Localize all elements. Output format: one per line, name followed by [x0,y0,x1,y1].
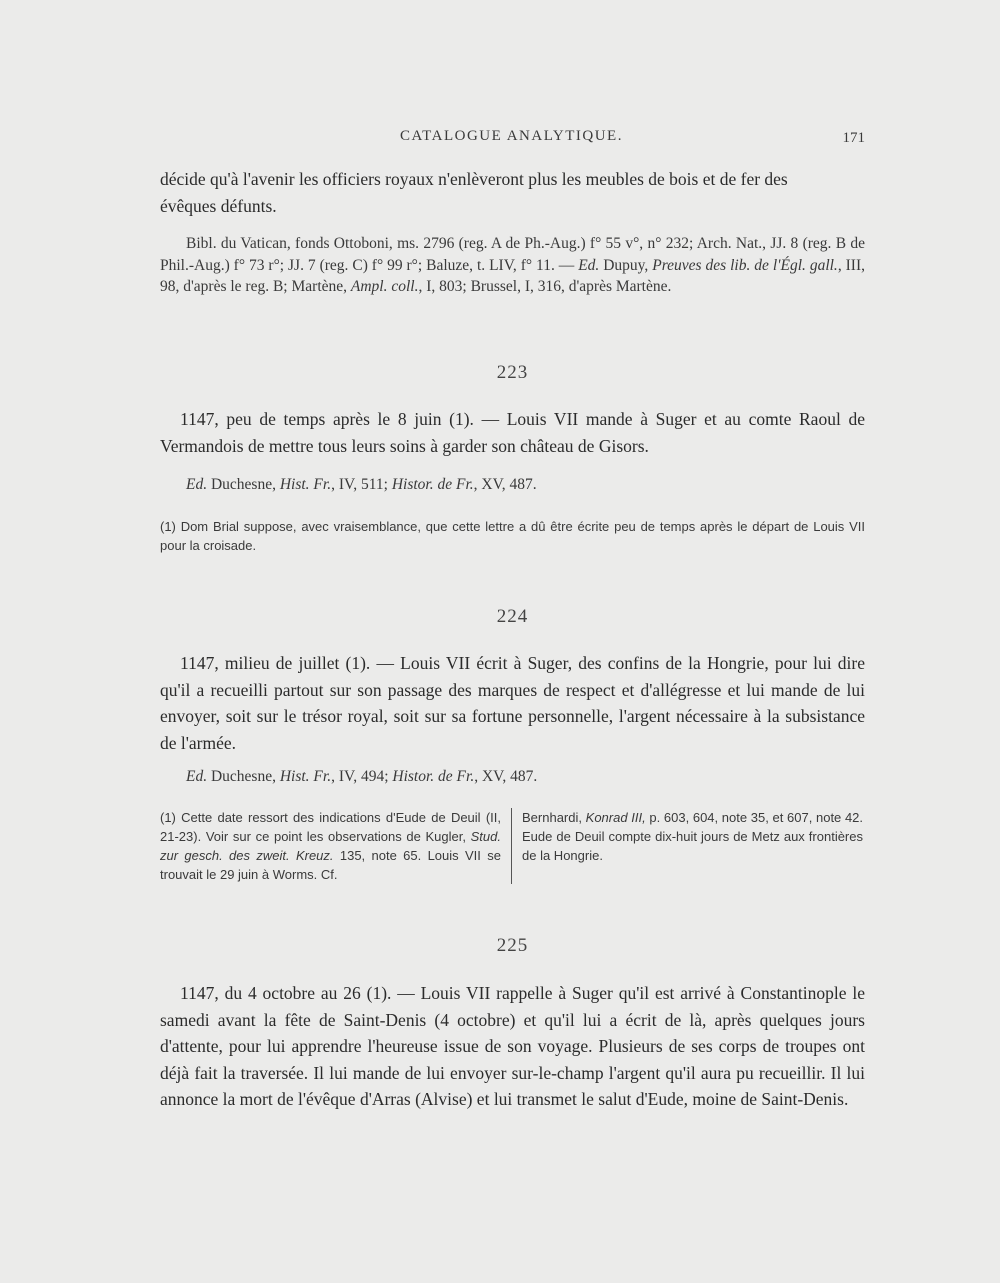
intro-continuation [160,166,865,219]
entry-223-edition [160,474,865,496]
entry-224-text [160,650,865,756]
running-title: CATALOGUE ANALYTIQUE. [400,128,623,144]
intro-line-2: évêques défunts. [160,195,277,216]
page-header [160,128,865,152]
entry-225-number-wrap [160,935,865,965]
entry-summary: 1147, milieu de juillet (1). — Louis VII écrit à Suger, des confins de la Hongrie, pour lui dire qu'il a recueilli partout sur son passage des marques de respect et d'allégresse et lui mande de lui envoyer, soit sur le trésor royal, soit sur sa fortune personnelle, l'argent nécessaire à la subsistance de l'armée. [160,653,865,753]
entry-number: 225 [496,935,529,956]
entry-number: 224 [496,606,529,627]
entry-224-footnote-columns [160,808,865,884]
entry-224-edition [160,766,865,788]
entry-summary: 1147, du 4 octobre au 26 (1). — Louis VII rappelle à Suger qu'il est arrivé à Constantinople le samedi avant la fête de Saint-Denis (4 octobre) et qu'il lui a écrit de là, après quelques jours d'attente, pour lui apprendre l'heureuse issue de son voyage. Plusieurs de ses corps de troupes ont déjà fait la traversée. Il lui mande de lui envoyer sur-le-champ l'argent qu'il aura pu recueillir. Il lui annonce la mort de l'évêque d'Arras (Alvise) et lui transmet le salut d'Eude, moine de Saint-Denis. [160,983,865,1109]
footnote-left-column: (1) Cette date ressort des indications d'Eude de Deuil (II, 21-23). Voir sur ce point les observations de Kugler, Stud. zur gesch. des zweit. Kreuz. 135, note 65. Louis VII se trouvait le 29 juin à Worms. Cf. [160,808,512,884]
edition-reference: Ed. Duchesne, Hist. Fr., IV, 511; Histor. de Fr., XV, 487. [186,476,537,493]
entry-summary: 1147, peu de temps après le 8 juin (1). — Louis VII mande à Suger et au comte Raoul de Vermandois de mettre tous leurs soins à garder son château de Gisors. [160,409,865,456]
page-number: 171 [842,130,865,146]
edition-reference: Ed. Duchesne, Hist. Fr., IV, 494; Histor. de Fr., XV, 487. [186,768,538,785]
intro-bibliography [160,233,865,298]
entry-223-number-wrap [160,362,865,392]
entry-225-text [160,980,865,1113]
entry-number: 223 [496,362,529,383]
footnote: (1) Dom Brial suppose, avec vraisemblance, que cette lettre a dû être écrite peu de temps après le départ de Louis VII pour la croisade. [160,519,865,553]
bibliography-text: Bibl. du Vatican, fonds Ottoboni, ms. 2796 (reg. A de Ph.-Aug.) f° 55 v°, n° 232; Arch. Nat., JJ. 8 (reg. B de Phil.-Aug.) f° 73 r°; JJ. 7 (reg. C) f° 99 r°; Baluze, t. LIV, f° 11. — Ed. Dupuy, Preuves des lib. de l'Égl. gall., III, 98, d'après le reg. B; Martène, Ampl. coll., I, 803; Brussel, I, 316, d'après Martène. [160,235,865,295]
intro-line-1: décide qu'à l'avenir les officiers royaux n'enlèveront plus les meubles de bois et de fer des [160,169,788,189]
entry-224-number-wrap [160,606,865,636]
footnote-right-column: Bernhardi, Konrad III, p. 603, 604, note 35, et 607, note 42. Eude de Deuil compte dix-huit jours de Metz aux frontières de la Hongrie. [522,810,864,863]
entry-223-text [160,406,865,459]
entry-223-footnote [160,517,865,555]
